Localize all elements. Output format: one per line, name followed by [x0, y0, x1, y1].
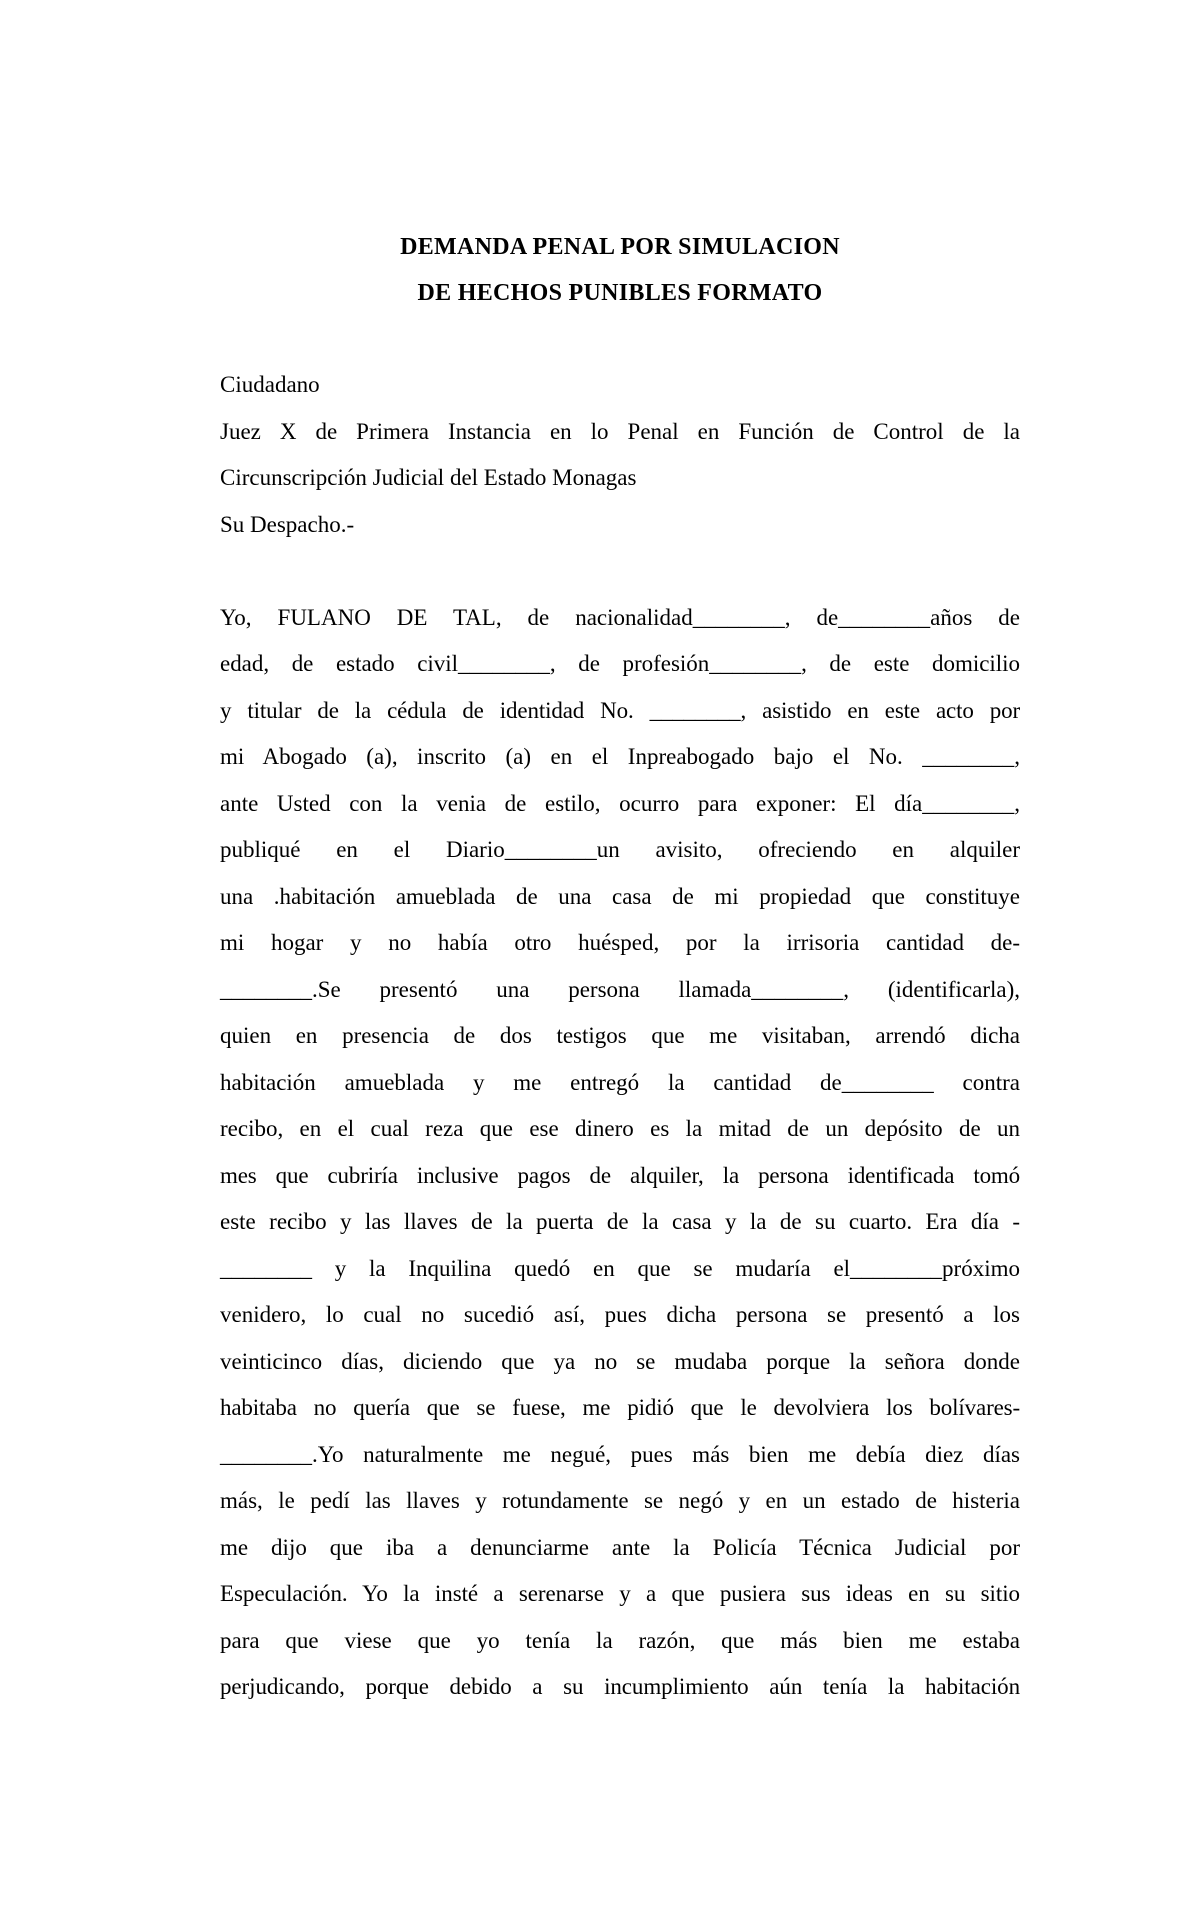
body-line: habitaba no quería que se fuese, me pidió que le devolviera los bolívares-: [220, 1395, 1020, 1420]
body-line: ________.Se presentó una persona llamada________, (identificarla),: [220, 976, 1020, 1002]
body-line: Yo, FULANO DE TAL, de nacionalidad________, de________años de: [220, 604, 1020, 630]
body-line: recibo, en el cual reza que ese dinero es la mitad de un depósito de un: [220, 1116, 1020, 1141]
body-line: veinticinco días, diciendo que ya no se mudaba porque la señora donde: [220, 1348, 1020, 1374]
document-page: [220, 224, 1020, 1711]
addressee-line: Circunscripción Judicial del Estado Monagas: [220, 465, 637, 490]
body-line: ante Usted con la venia de estilo, ocurro para exponer: El día________,: [220, 790, 1020, 816]
body-line: más, le pedí las llaves y rotundamente se negó y en un estado de histeria: [220, 1488, 1020, 1513]
body-line: mi hogar y no había otro huésped, por la irrisoria cantidad de-: [220, 930, 1020, 955]
body-line: este recibo y las llaves de la puerta de la casa y la de su cuarto. Era día -: [220, 1209, 1020, 1234]
body-line: ________.Yo naturalmente me negué, pues más bien me debía diez días: [220, 1441, 1020, 1467]
document-title-line-1: DEMANDA PENAL POR SIMULACION: [400, 234, 840, 260]
body-line: perjudicando, porque debido a su incumplimiento aún tenía la habitación: [220, 1674, 1020, 1699]
body-line: ________ y la Inquilina quedó en que se mudaría el________próximo: [220, 1255, 1020, 1281]
body-line: publiqué en el Diario________un avisito, ofreciendo en alquiler: [220, 837, 1020, 862]
body-line: una .habitación amueblada de una casa de mi propiedad que constituye: [220, 883, 1020, 909]
addressee-block: [220, 362, 1020, 548]
body-paragraph: [220, 595, 1020, 1711]
addressee-line: Su Despacho.-: [220, 511, 355, 537]
body-line: edad, de estado civil________, de profesión________, de este domicilio: [220, 651, 1020, 676]
body-line: mi Abogado (a), inscrito (a) en el Inpreabogado bajo el No. ________,: [220, 744, 1020, 769]
body-line: y titular de la cédula de identidad No. ________, asistido en este acto por: [220, 697, 1020, 723]
body-line: quien en presencia de dos testigos que me visitaban, arrendó dicha: [220, 1023, 1020, 1048]
body-line: venidero, lo cual no sucedió así, pues dicha persona se presentó a los: [220, 1302, 1020, 1327]
addressee-line: Ciudadano: [220, 372, 320, 397]
body-line: para que viese que yo tenía la razón, que más bien me estaba: [220, 1627, 1020, 1653]
body-line: Especulación. Yo la insté a serenarse y a que pusiera sus ideas en su sitio: [220, 1581, 1020, 1606]
document-title-line-2: DE HECHOS PUNIBLES FORMATO: [417, 280, 823, 306]
body-line: habitación amueblada y me entregó la cantidad de________ contra: [220, 1069, 1020, 1095]
body-line: mes que cubriría inclusive pagos de alquiler, la persona identificada tomó: [220, 1162, 1020, 1188]
body-line: me dijo que iba a denunciarme ante la Policía Técnica Judicial por: [220, 1534, 1020, 1560]
addressee-line: Juez X de Primera Instancia en lo Penal en Función de Control de la: [220, 418, 1020, 444]
